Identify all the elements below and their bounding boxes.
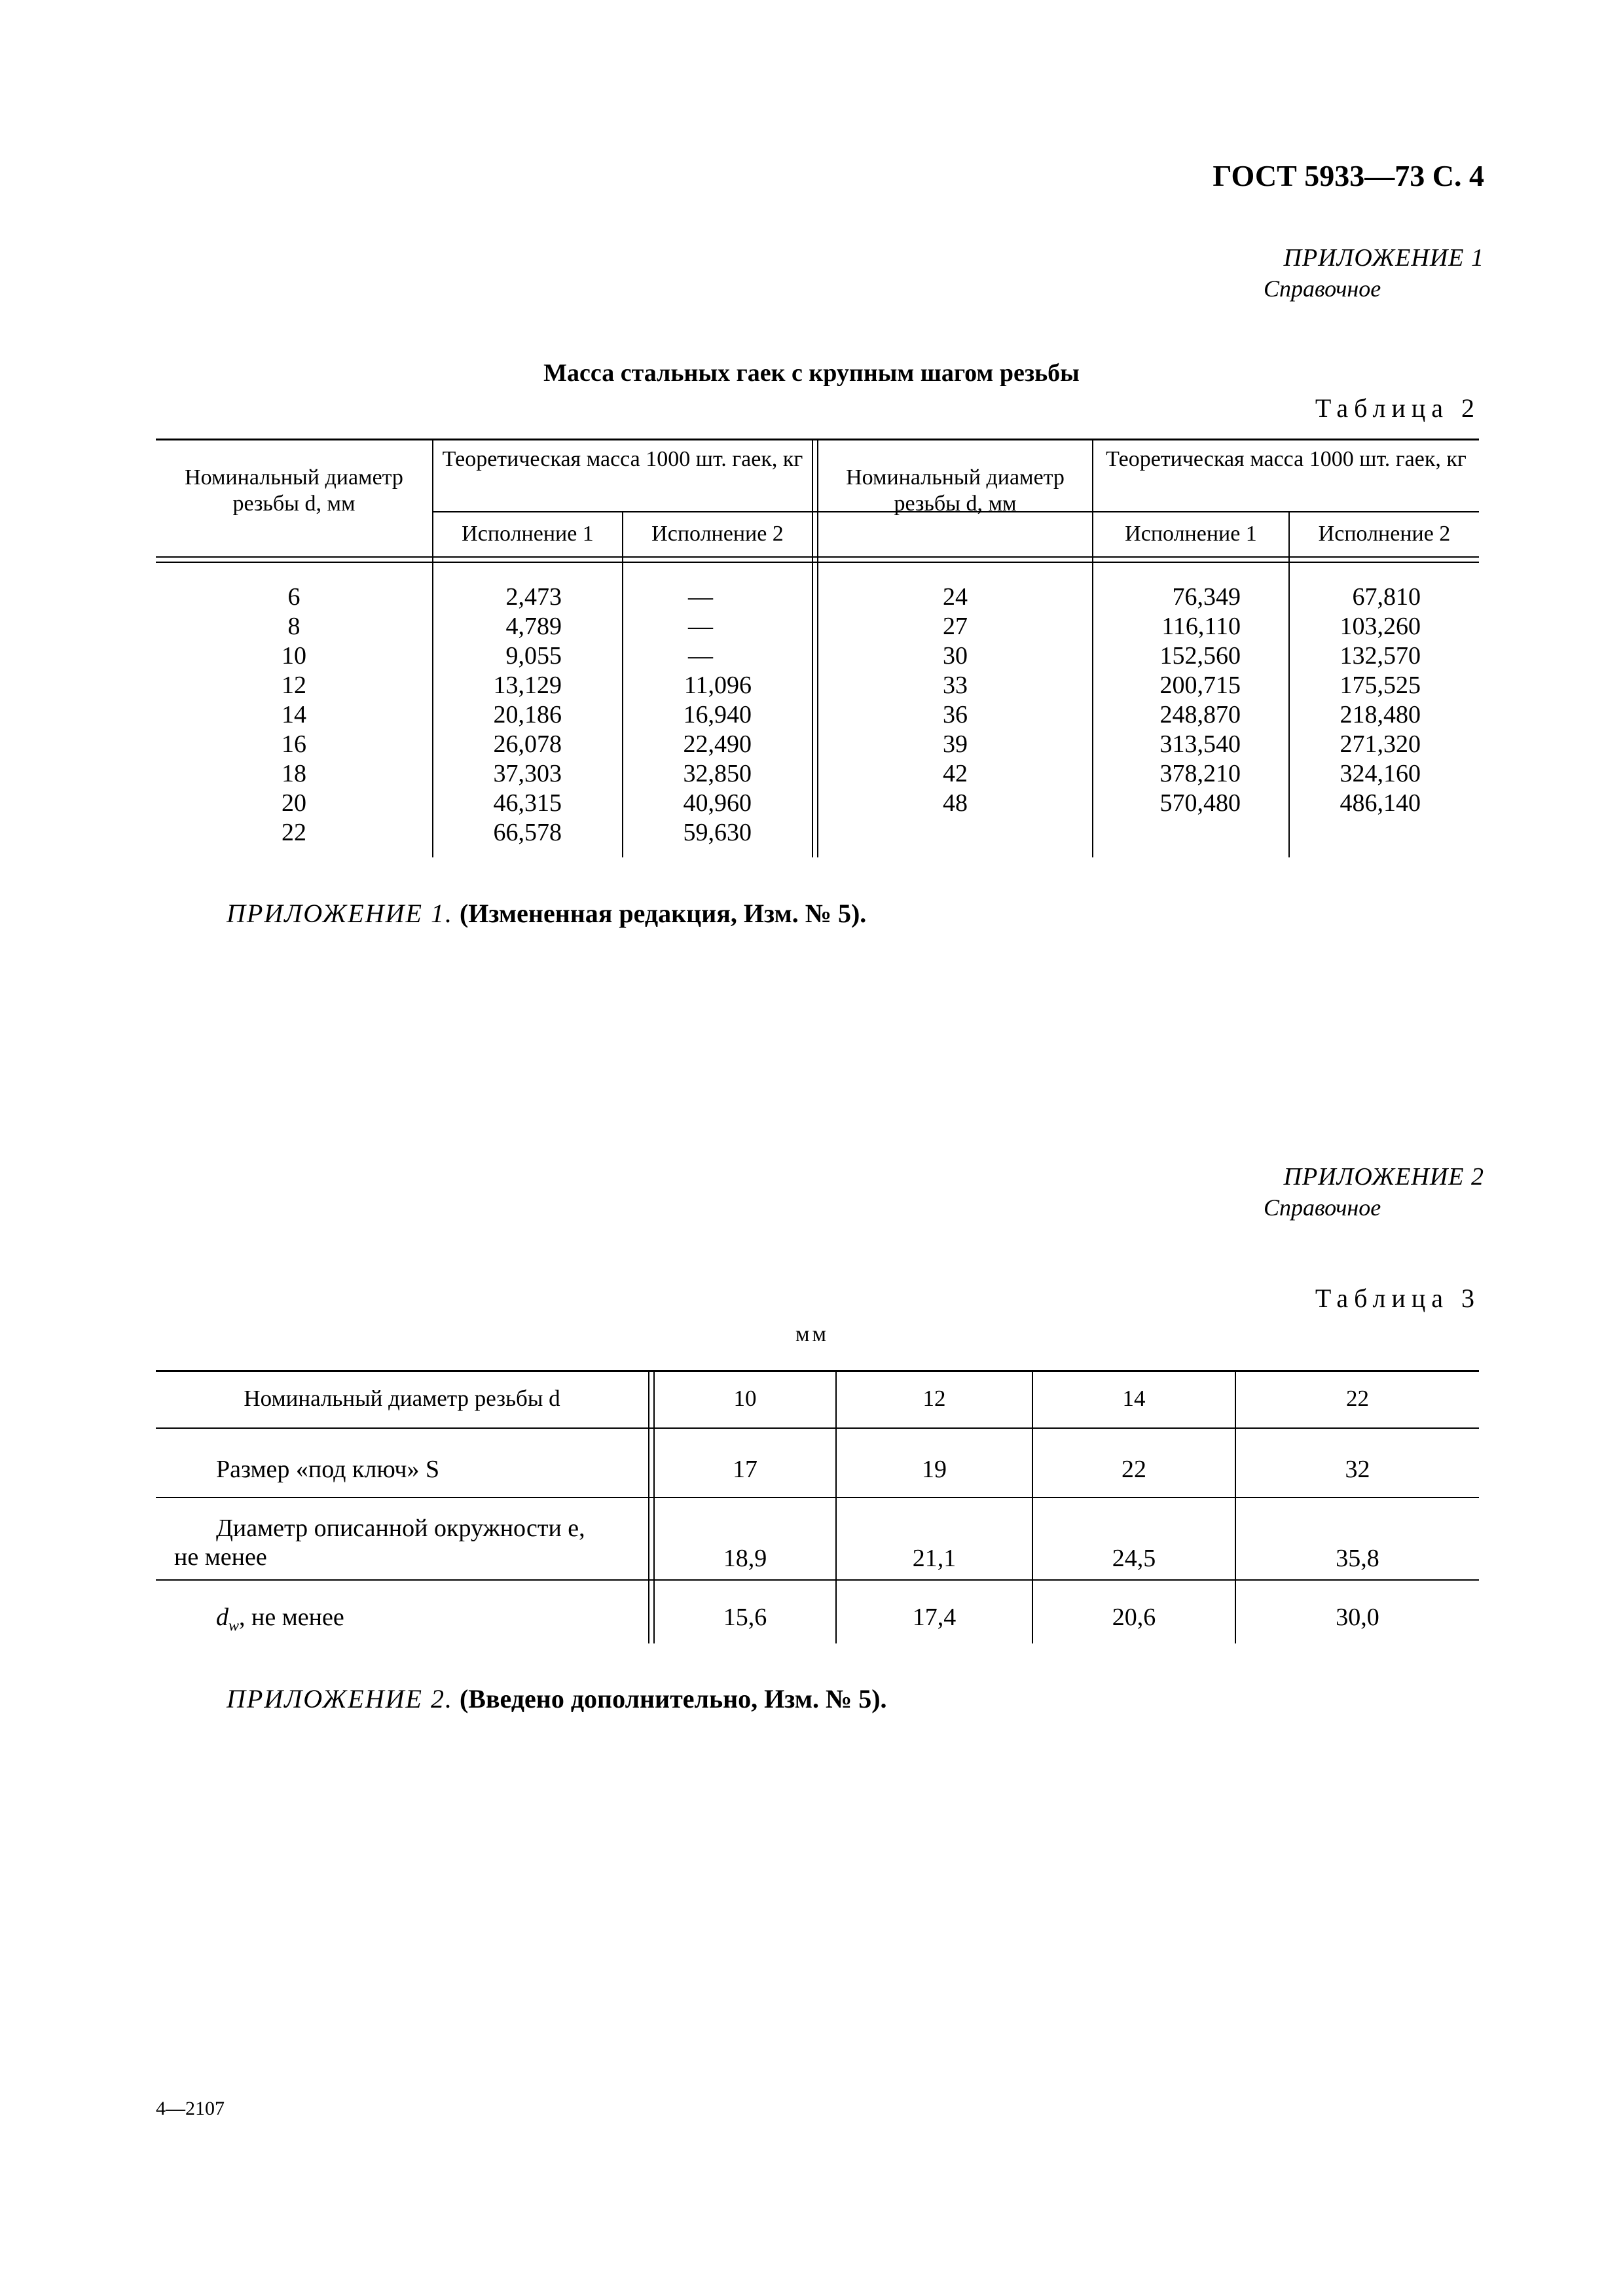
table-cell: 271,320	[1340, 730, 1421, 758]
table-cell: 26,078	[493, 730, 562, 758]
table-cell: 248,870	[1159, 701, 1241, 728]
table-cell: 36	[943, 701, 968, 728]
table-cell: 17,4	[912, 1604, 957, 1631]
table-cell: 16,940	[683, 701, 752, 728]
table-cell: 13,129	[493, 672, 562, 699]
table-cell: 20,186	[493, 701, 562, 728]
print-code: 4—2107	[156, 2098, 225, 2119]
table-2-label: Таблица 2	[1315, 393, 1480, 423]
t2-col-v2-left	[623, 583, 752, 848]
table-cell: 22	[1122, 1456, 1146, 1483]
appendix-2-note	[227, 1683, 887, 1714]
table-cell: 22,490	[683, 730, 752, 758]
t3-row-dw-subscript: w	[228, 1617, 240, 1635]
document-header: ГОСТ 5933—73 С. 4	[1213, 159, 1484, 192]
table-cell: 486,140	[1340, 789, 1421, 817]
table-cell: —	[688, 613, 713, 640]
table-3	[156, 1370, 1479, 1643]
table-cell: 12	[922, 1386, 946, 1411]
table-3-label: Таблица 3	[1315, 1283, 1480, 1313]
appendix-2-subtitle: Справочное	[1264, 1194, 1381, 1221]
table-cell: 570,480	[1159, 789, 1241, 817]
table-cell: 66,578	[493, 819, 562, 846]
t2-header-variant1-right: Исполнение 1	[1125, 522, 1257, 546]
t2-col-v1-left	[433, 583, 562, 848]
table-cell: 152,560	[1159, 642, 1241, 670]
t2-col-v1-right	[1093, 583, 1241, 818]
t3-row-circumcircle-label-2: не менее	[174, 1543, 267, 1571]
table-cell: 20	[282, 789, 306, 817]
table-cell: 42	[943, 760, 968, 787]
appendix-1-note-ref: ПРИЛОЖЕНИЕ 1.	[227, 899, 453, 928]
table-cell: 200,715	[1159, 672, 1241, 699]
table-cell: 132,570	[1340, 642, 1421, 670]
table-cell: 2,473	[505, 583, 562, 611]
table-cell: —	[688, 642, 713, 670]
table-cell: 76,349	[1172, 583, 1241, 611]
table-cell: 18,9	[723, 1545, 767, 1572]
table-cell: 24	[943, 583, 968, 611]
table-cell: 10	[282, 642, 306, 670]
table-cell: 21,1	[912, 1545, 957, 1572]
appendix-2-note-ref: ПРИЛОЖЕНИЕ 2.	[227, 1684, 453, 1713]
table-cell: 14	[282, 701, 306, 728]
t2-col-v2-right	[1290, 583, 1421, 818]
t3-header-label	[156, 1384, 648, 1413]
table-cell: 218,480	[1340, 701, 1421, 728]
table-cell: 33	[943, 672, 968, 699]
table-cell: 175,525	[1340, 672, 1421, 699]
table-cell: 17	[733, 1456, 757, 1483]
t3-row-circumcircle-label-1: Диаметр описанной окружности e,	[216, 1515, 585, 1542]
table-cell: 19	[922, 1456, 947, 1483]
table-cell: 378,210	[1159, 760, 1241, 787]
t3-header-label-text: Номинальный диаметр резьбы d	[244, 1386, 560, 1411]
appendix-1-subtitle: Справочное	[1264, 276, 1381, 302]
table-2	[156, 439, 1479, 857]
appendix-1-note-text: (Измененная редакция, Изм. № 5).	[459, 899, 867, 928]
table-cell: 30	[943, 642, 968, 670]
appendix-1-title: ПРИЛОЖЕНИЕ 1	[1283, 244, 1484, 272]
table-cell: 14	[1122, 1386, 1146, 1411]
table-cell: 116,110	[1161, 613, 1241, 640]
table-cell: 22	[282, 819, 306, 846]
table-cell: 12	[282, 672, 306, 699]
table-cell: 103,260	[1340, 613, 1421, 640]
table-cell: 39	[943, 730, 968, 758]
t2-header-variant2-right: Исполнение 2	[1318, 522, 1451, 546]
t2-header-diameter-left: Номинальный диаметр резьбы d, мм	[185, 465, 403, 516]
table-cell: 313,540	[1159, 730, 1241, 758]
table-cell: 48	[943, 789, 968, 817]
table-3-units: мм	[795, 1322, 830, 1346]
t3-row-dw-rest: , не менее	[239, 1604, 344, 1631]
table-cell: 37,303	[493, 760, 562, 787]
table-cell: 6	[287, 583, 301, 611]
table-cell: 24,5	[1112, 1545, 1156, 1572]
table-cell: 18	[282, 760, 306, 787]
t2-header-diameter-right: Номинальный диаметр резьбы d, мм	[846, 465, 1065, 516]
table-cell: 59,630	[683, 819, 752, 846]
table-cell: 67,810	[1352, 583, 1421, 611]
t3-row-dw-symbol: d	[216, 1604, 228, 1631]
table-cell: 9,055	[505, 642, 562, 670]
table-cell: 16	[282, 730, 306, 758]
appendix-1-note	[227, 898, 866, 929]
table-cell: 8	[287, 613, 301, 640]
table-cell: 32	[1345, 1456, 1370, 1483]
t2-header-mass-left: Теоретическая масса 1000 шт. гаек, кг	[442, 447, 803, 471]
table-cell: 324,160	[1340, 760, 1421, 787]
table-cell: 27	[943, 613, 968, 640]
t2-col-d-left	[156, 583, 432, 848]
table-cell: 35,8	[1336, 1545, 1379, 1572]
table-cell: 30,0	[1336, 1604, 1379, 1631]
t2-header-variant2-left: Исполнение 2	[651, 522, 784, 546]
table-cell: 11,096	[684, 672, 752, 699]
t2-header-mass-right: Теоретическая масса 1000 шт. гаек, кг	[1106, 447, 1467, 471]
t3-row-wrench-size-label: Размер «под ключ» S	[216, 1456, 440, 1483]
t2-col-d-right	[818, 583, 1092, 818]
table-cell: 46,315	[493, 789, 562, 817]
table-cell: —	[688, 583, 713, 611]
table-cell: 20,6	[1112, 1604, 1156, 1631]
appendix-2-title: ПРИЛОЖЕНИЕ 2	[1283, 1163, 1484, 1191]
appendix-2-note-text: (Введено дополнительно, Изм. № 5).	[459, 1684, 887, 1713]
t2-header-variant1-left: Исполнение 1	[462, 522, 594, 546]
table-cell: 32,850	[683, 760, 752, 787]
table-cell: 10	[733, 1386, 757, 1411]
table-cell: 22	[1346, 1386, 1369, 1411]
table-2-caption: Масса стальных гаек с крупным шагом резьбы	[543, 359, 1080, 387]
table-cell: 40,960	[683, 789, 752, 817]
table-cell: 15,6	[723, 1604, 767, 1631]
t3-row-dw-label	[216, 1603, 648, 1641]
table-cell: 4,789	[505, 613, 562, 640]
